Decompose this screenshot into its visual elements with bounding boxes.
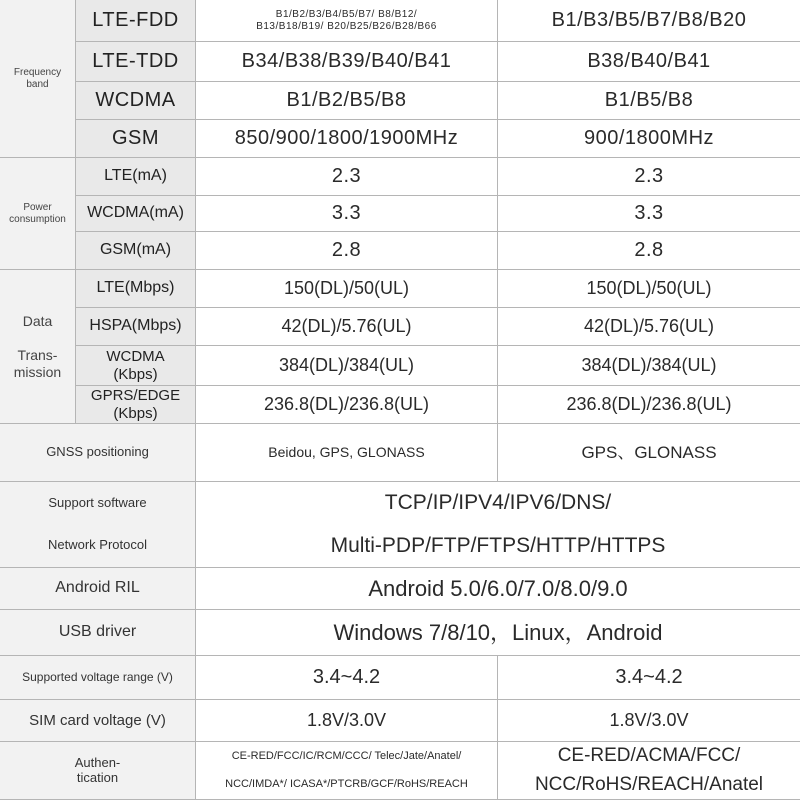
lte-ma-value-b: 2.3 [498,158,800,196]
row-label-gsm: GSM [76,120,196,158]
lte-tdd-value-a: B34/B38/B39/B40/B41 [196,42,498,82]
frequency-band-text: Frequency band [13,67,62,90]
authentication-a-line2: NCC/IMDA*/ ICASA*/PTCRB/GCF/RoHS/REACH [225,778,468,791]
authentication-value-a [196,742,498,800]
lte-mbps-value-a: 150(DL)/50(UL) [196,270,498,308]
wcdma-kbps-value-b: 384(DL)/384(UL) [498,346,800,386]
frequency-band-group-label [0,0,76,158]
wcdma-ma-value-a: 3.3 [196,196,498,232]
row-label-lte-fdd: LTE-FDD [76,0,196,42]
row-label-lte-tdd: LTE-TDD [76,42,196,82]
row-label-wcdma-kbps [76,346,196,386]
row-label-lte-mbps: LTE(Mbps) [76,270,196,308]
lte-fdd-value-b: B1/B3/B5/B7/B8/B20 [498,0,800,42]
lte-fdd-a-line1: B1/B2/B3/B4/B5/B7/ B8/B12/ [275,9,418,20]
android-ril-label: Android RIL [0,568,196,610]
voltage-range-value-b: 3.4~4.2 [498,656,800,700]
data-transmission-line2: Trans- [17,347,58,364]
authentication-b-line2: NCC/RoHS/REACH/Anatel [534,773,764,795]
lte-tdd-value-b: B38/B40/B41 [498,42,800,82]
gprs-edge-kbps-line1: GPRS/EDGE [90,387,181,405]
wcdma-kbps-line1: WCDMA [106,348,165,366]
row-label-wcdma: WCDMA [76,82,196,120]
row-label-wcdma-ma: WCDMA(mA) [76,196,196,232]
voltage-range-value-a: 3.4~4.2 [196,656,498,700]
authentication-label-line1: Authen- [74,754,121,770]
lte-mbps-value-b: 150(DL)/50(UL) [498,270,800,308]
wcdma-ma-value-b: 3.3 [498,196,800,232]
power-consumption-group-label [0,158,76,270]
gsm-band-value-a: 850/900/1800/1900MHz [196,120,498,158]
network-protocol-value-line1: TCP/IP/IPV4/IPV6/DNS/ [384,491,612,515]
row-label-gprs-edge-kbps [76,386,196,424]
gsm-ma-value-b: 2.8 [498,232,800,270]
wcdma-band-value-a: B1/B2/B5/B8 [196,82,498,120]
lte-ma-value-a: 2.3 [196,158,498,196]
row-label-lte-ma: LTE(mA) [76,158,196,196]
gnss-value-a: Beidou, GPS, GLONASS [196,424,498,482]
lte-fdd-value-a [196,0,498,42]
voltage-range-label: Supported voltage range (V) [0,656,196,700]
authentication-label [0,742,196,800]
gprs-edge-kbps-value-a: 236.8(DL)/236.8(UL) [196,386,498,424]
authentication-a-line1: CE-RED/FCC/IC/RCM/CCC/ Telec/Jate/Anatel/ [231,749,462,762]
authentication-b-line1: CE-RED/ACMA/FCC/ [557,745,741,767]
network-protocol-label-line2: Network Protocol [48,537,147,553]
network-protocol-label-line1: Support software [48,494,147,510]
gsm-ma-value-a: 2.8 [196,232,498,270]
sim-voltage-value-a: 1.8V/3.0V [196,700,498,742]
wcdma-kbps-line2: (Kbps) [113,365,158,383]
usb-driver-value: Windows 7/8/10，Linux，Android [196,610,800,656]
network-protocol-value-line2: Multi-PDP/FTP/FTPS/HTTP/HTTPS [330,533,666,557]
data-transmission-line3: mission [13,363,62,380]
wcdma-band-value-b: B1/B5/B8 [498,82,800,120]
network-protocol-label [0,482,196,568]
sim-voltage-value-b: 1.8V/3.0V [498,700,800,742]
row-label-gsm-ma: GSM(mA) [76,232,196,270]
network-protocol-value [196,482,800,568]
android-ril-value: Android 5.0/6.0/7.0/8.0/9.0 [196,568,800,610]
usb-driver-label: USB driver [0,610,196,656]
wcdma-kbps-value-a: 384(DL)/384(UL) [196,346,498,386]
gnss-value-b: GPS、GLONASS [498,424,800,482]
hspa-mbps-value-b: 42(DL)/5.76(UL) [498,308,800,346]
sim-voltage-label: SIM card voltage (V) [0,700,196,742]
hspa-mbps-value-a: 42(DL)/5.76(UL) [196,308,498,346]
data-transmission-line1: Data [22,313,53,330]
gsm-band-value-b: 900/1800MHz [498,120,800,158]
power-consumption-text: Power consumption [9,202,66,225]
lte-fdd-a-line2: B13/B18/B19/ B20/B25/B26/B28/B66 [256,20,437,32]
gprs-edge-kbps-line2: (Kbps) [113,404,158,422]
gprs-edge-kbps-value-b: 236.8(DL)/236.8(UL) [498,386,800,424]
row-label-hspa-mbps: HSPA(Mbps) [76,308,196,346]
gnss-label: GNSS positioning [0,424,196,482]
authentication-label-line2: tication [76,769,119,785]
authentication-value-b [498,742,800,800]
data-transmission-group-label [0,270,76,424]
